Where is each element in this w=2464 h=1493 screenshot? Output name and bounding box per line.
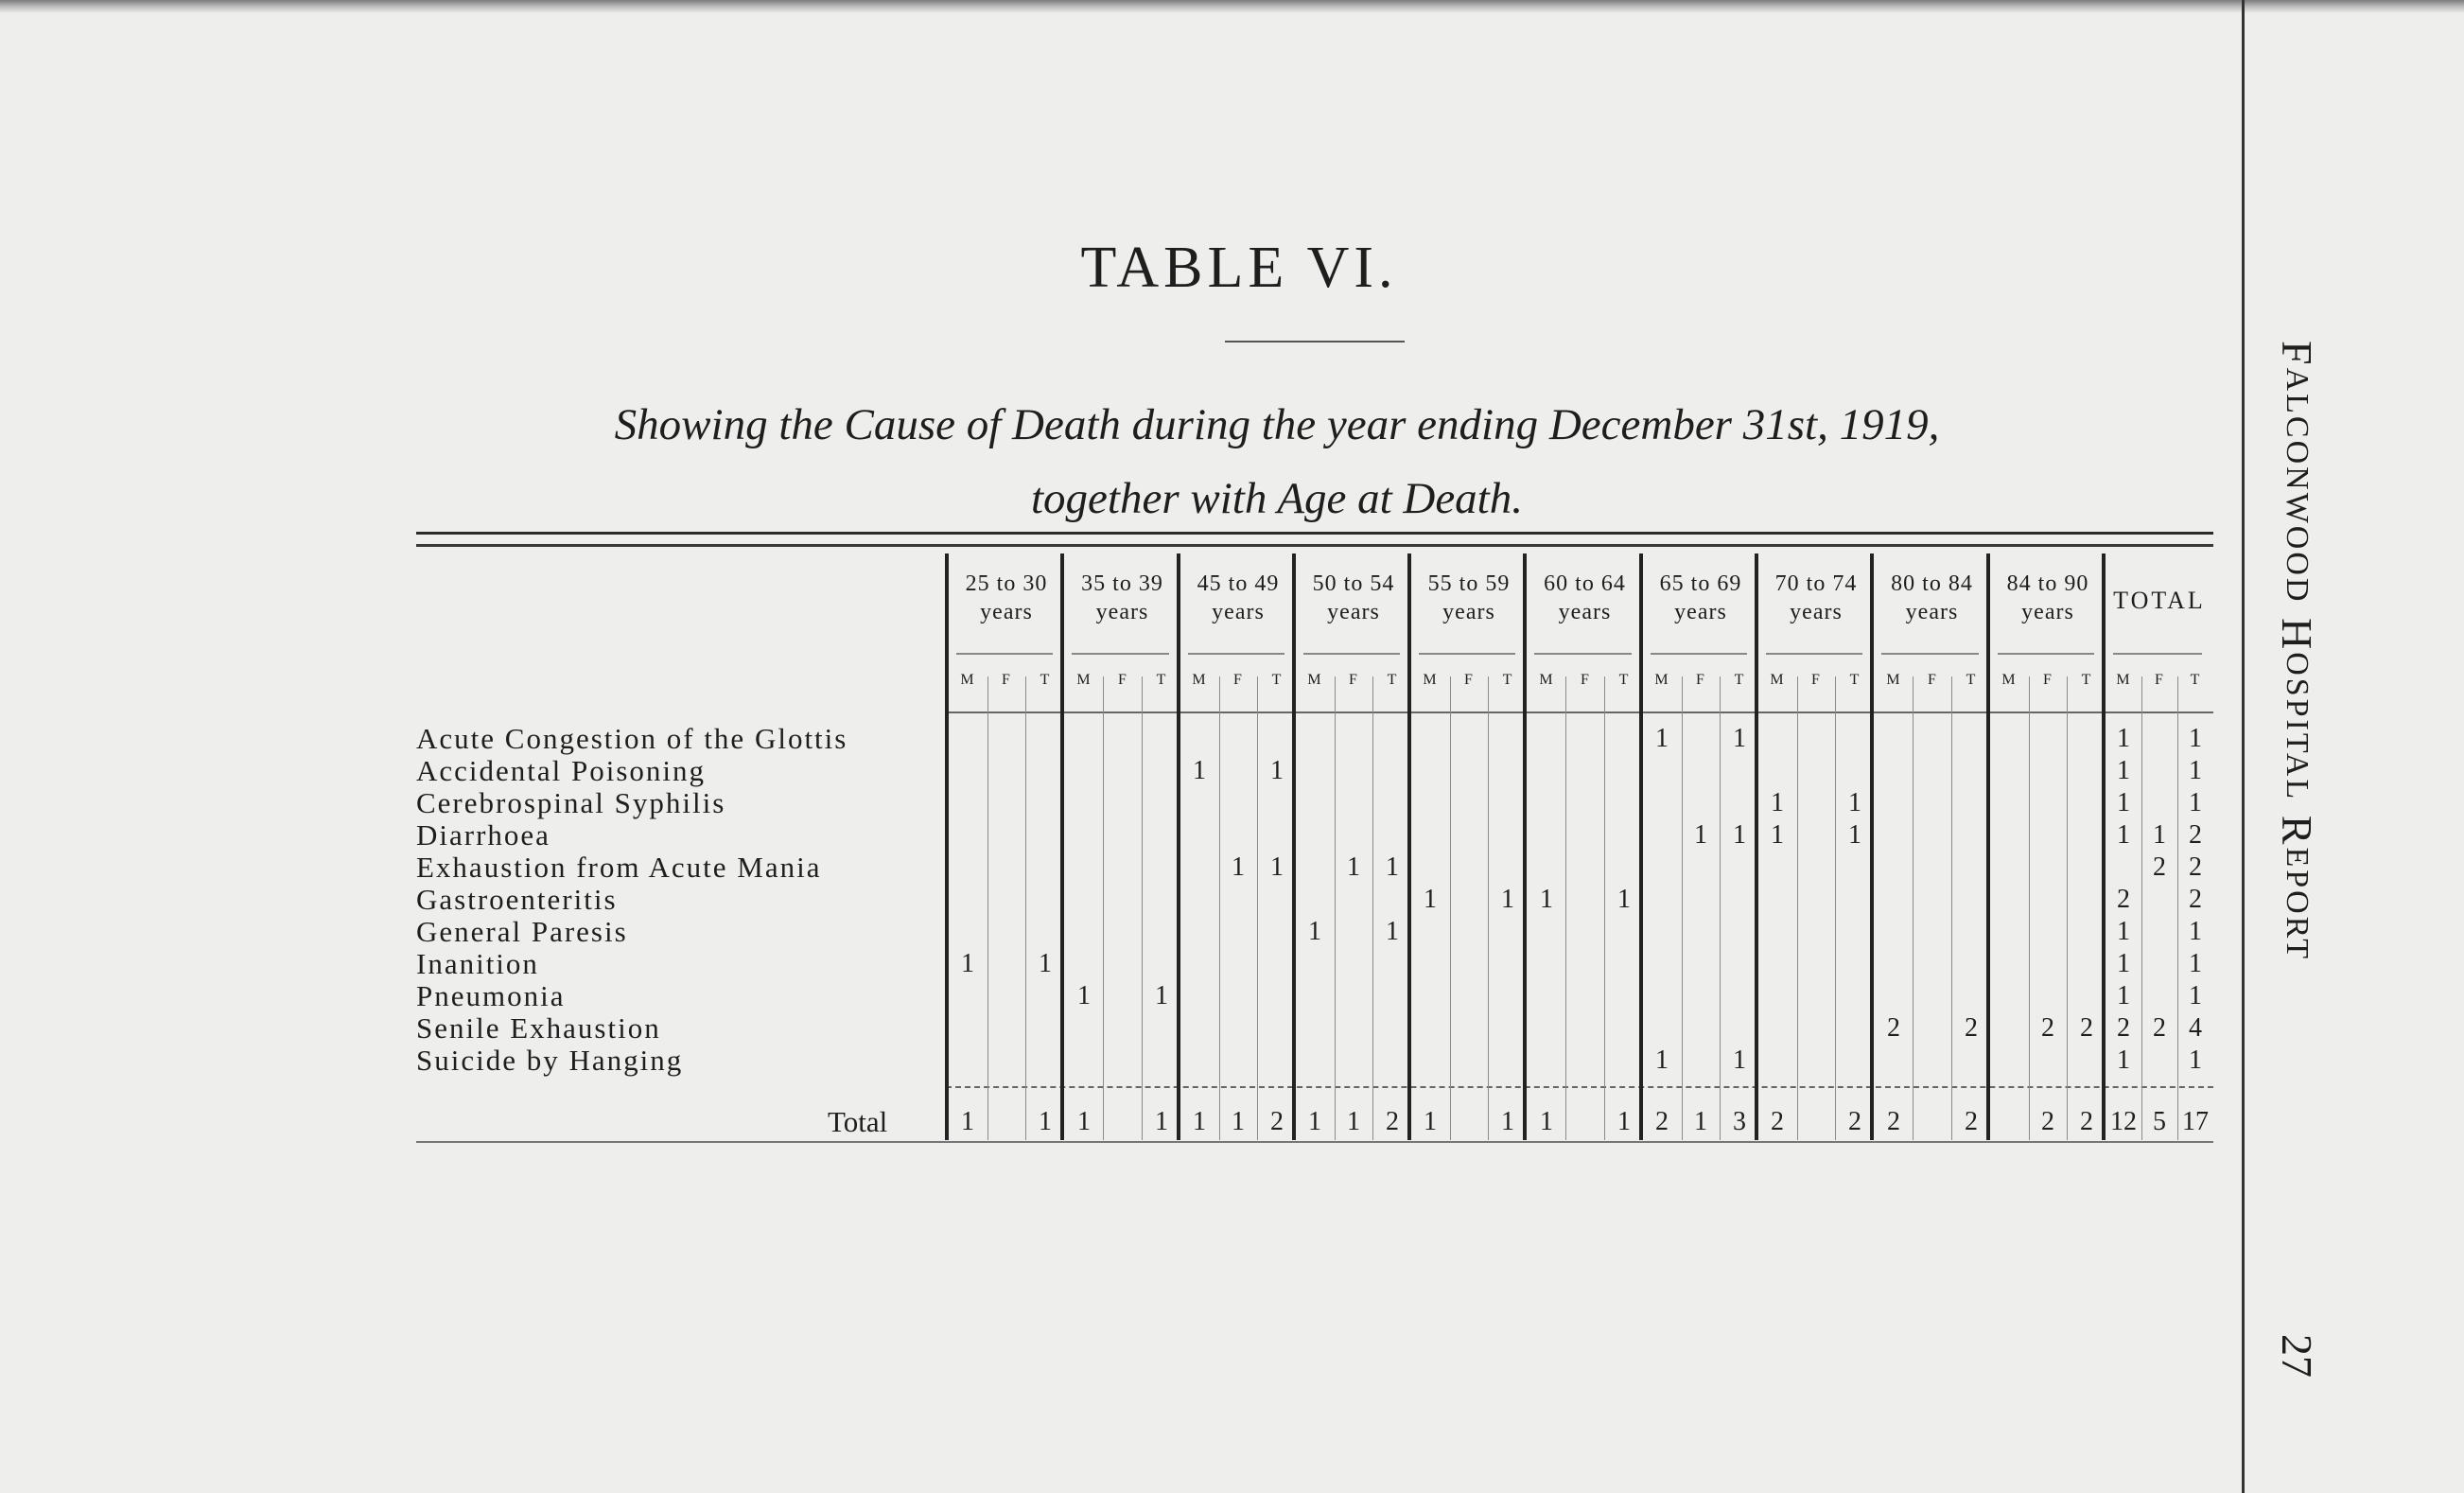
age-group-header-4 <box>1296 570 1411 626</box>
count-cell: 1 <box>1733 724 1746 753</box>
age-unit: years <box>1212 600 1265 624</box>
count-cell: 1 <box>1424 885 1437 914</box>
sex-subheader: M <box>1770 672 1785 688</box>
row-total-cell: 2 <box>2153 1013 2166 1043</box>
count-cell: 1 <box>1733 820 1746 850</box>
row-total-cell: 1 <box>2189 756 2202 785</box>
column-separator <box>987 676 988 1140</box>
age-unit: years <box>1905 600 1959 624</box>
count-cell: 2 <box>2041 1013 2054 1043</box>
sex-subheader: F <box>1581 672 1590 688</box>
column-separator <box>2067 676 2068 1140</box>
count-cell: 2 <box>1887 1013 1900 1043</box>
group-separator <box>945 553 949 1140</box>
cause-label: Suicide by Hanging <box>416 1044 684 1077</box>
column-separator <box>1797 676 1798 1140</box>
age-unit: years <box>1442 600 1495 624</box>
subheader-rule <box>1188 653 1284 655</box>
cause-label: Diarrhoea <box>416 818 550 852</box>
table-top-rule <box>416 532 2213 535</box>
sex-subheader: F <box>1811 672 1821 688</box>
column-separator <box>1372 676 1373 1140</box>
subheader-rule <box>1303 653 1400 655</box>
row-total-cell: 1 <box>2117 949 2130 978</box>
subheader-rule <box>1766 653 1862 655</box>
total-cell: 1 <box>1347 1107 1360 1136</box>
sex-subheader: F <box>1002 672 1011 688</box>
row-total-cell: 1 <box>2189 788 2202 817</box>
row-total-cell: 1 <box>2189 1045 2202 1075</box>
total-cell: 1 <box>1501 1107 1514 1136</box>
count-cell: 1 <box>1077 981 1091 1010</box>
total-cell: 2 <box>2041 1107 2054 1136</box>
subheader-rule <box>1534 653 1632 655</box>
subheader-rule <box>1072 653 1169 655</box>
total-cell: 1 <box>1308 1107 1321 1136</box>
total-cell: 1 <box>1155 1107 1168 1136</box>
total-cell: 1 <box>1617 1107 1631 1136</box>
sex-subheader: M <box>1192 672 1207 688</box>
column-separator <box>1025 676 1026 1140</box>
total-cell: 1 <box>1232 1107 1245 1136</box>
count-cell: 1 <box>1270 756 1284 785</box>
cause-label: Inanition <box>416 947 539 980</box>
row-total-cell: 1 <box>2117 724 2130 753</box>
row-total-cell: 4 <box>2189 1013 2202 1043</box>
subheader-rule <box>1419 653 1515 655</box>
row-total-cell: 2 <box>2117 1013 2130 1043</box>
sex-subheader: T <box>1387 672 1398 688</box>
sex-subheader: T <box>1040 672 1051 688</box>
sex-subheader: F <box>1118 672 1127 688</box>
count-cell: 2 <box>2080 1013 2093 1043</box>
age-unit: years <box>2021 600 2074 624</box>
count-cell: 1 <box>1039 949 1052 978</box>
cause-label: Gastroenteritis <box>416 883 618 916</box>
cause-label: Accidental Poisoning <box>416 754 707 787</box>
row-total-cell: 1 <box>2189 724 2202 753</box>
sex-subheader: M <box>960 672 975 688</box>
sex-subheader: T <box>1502 672 1513 688</box>
row-total-cell: 2 <box>2153 852 2166 882</box>
sex-subheader: T <box>1618 672 1630 688</box>
count-cell: 1 <box>961 949 974 978</box>
sex-subheader: M <box>1654 672 1669 688</box>
total-cell: 1 <box>1540 1107 1553 1136</box>
count-cell: 1 <box>1617 885 1631 914</box>
sex-subheader: T <box>2190 672 2201 688</box>
count-cell: 1 <box>1848 820 1861 850</box>
column-separator <box>1951 676 1952 1140</box>
total-cell: 2 <box>1965 1107 1978 1136</box>
column-separator <box>1565 676 1566 1140</box>
running-head: FALCONWOOD HOSPITAL REPORT <box>2273 341 2321 962</box>
row-total-cell: 1 <box>2117 756 2130 785</box>
age-range: 65 to 69 <box>1659 571 1742 596</box>
count-cell: 1 <box>1232 852 1245 882</box>
column-separator <box>2029 676 2030 1140</box>
table-bottom-rule <box>416 1141 2213 1143</box>
age-unit: years <box>1558 600 1612 624</box>
sex-subheader: T <box>1849 672 1861 688</box>
sex-subheader: M <box>1307 672 1322 688</box>
cause-label: Senile Exhaustion <box>416 1011 661 1045</box>
sex-subheader: F <box>1464 672 1474 688</box>
total-cell: 2 <box>1270 1107 1284 1136</box>
table-top-rule <box>416 544 2213 547</box>
subheader-rule <box>956 653 1053 655</box>
age-group-header-1 <box>949 570 1064 626</box>
cause-label: General Paresis <box>416 915 628 948</box>
count-cell: 1 <box>1540 885 1553 914</box>
age-group-header-9 <box>1874 570 1990 626</box>
cause-label: Exhaustion from Acute Mania <box>416 851 822 884</box>
row-total-cell: 1 <box>2117 1045 2130 1075</box>
row-total-cell: 1 <box>2117 820 2130 850</box>
age-group-header-2 <box>1064 570 1180 626</box>
sex-subheader: T <box>1156 672 1167 688</box>
age-range: 35 to 39 <box>1081 571 1163 596</box>
page-number: 27 <box>2273 1334 2321 1378</box>
row-total-cell: 1 <box>2153 820 2166 850</box>
age-group-header-5 <box>1411 570 1527 626</box>
group-separator <box>1986 553 1990 1140</box>
total-cell: 1 <box>961 1107 974 1136</box>
total-cell: 1 <box>1424 1107 1437 1136</box>
age-unit: years <box>1674 600 1727 624</box>
row-total-cell: 1 <box>2189 981 2202 1010</box>
count-cell: 1 <box>1655 1045 1669 1075</box>
count-cell: 1 <box>1771 820 1784 850</box>
age-range: 80 to 84 <box>1891 571 1973 596</box>
age-group-header-3 <box>1180 570 1296 626</box>
sex-subheader: F <box>2155 672 2164 688</box>
page-top-shadow <box>0 0 2464 13</box>
sex-subheader: F <box>2043 672 2053 688</box>
subtitle-line-1: Showing the Cause of Death during the year ending December 31st, 1919, <box>614 400 1940 449</box>
column-separator <box>1450 676 1451 1140</box>
sex-subheader: T <box>1966 672 1977 688</box>
table-title: TABLE VI. <box>1080 236 1398 300</box>
title-rule <box>1225 341 1405 343</box>
sex-subheader: M <box>1886 672 1901 688</box>
row-total-cell: 2 <box>2189 885 2202 914</box>
sex-subheader: T <box>1734 672 1745 688</box>
count-cell: 1 <box>1694 820 1707 850</box>
total-row-label: Total <box>828 1105 888 1138</box>
column-separator <box>1257 676 1258 1140</box>
count-cell: 1 <box>1155 981 1168 1010</box>
sex-subheader: M <box>2116 672 2131 688</box>
grand-total-cell: 12 <box>2110 1107 2137 1136</box>
row-total-cell: 2 <box>2189 852 2202 882</box>
sex-subheader: T <box>2081 672 2092 688</box>
grand-total-cell: 5 <box>2153 1107 2166 1136</box>
total-cell: 2 <box>1848 1107 1861 1136</box>
total-rule <box>946 1086 2213 1088</box>
count-cell: 1 <box>1501 885 1514 914</box>
row-total-cell: 2 <box>2189 820 2202 850</box>
column-separator <box>1913 676 1914 1140</box>
age-unit: years <box>1327 600 1380 624</box>
sex-subheader: M <box>1423 672 1438 688</box>
count-cell: 1 <box>1386 917 1399 946</box>
count-cell: 1 <box>1308 917 1321 946</box>
total-cell: 1 <box>1077 1107 1091 1136</box>
subheader-rule <box>1998 653 2094 655</box>
column-separator <box>1219 676 1220 1140</box>
row-total-cell: 1 <box>2117 917 2130 946</box>
age-group-header-8 <box>1758 570 1874 626</box>
group-separator <box>1292 553 1296 1140</box>
sex-subheader: F <box>1928 672 1937 688</box>
sex-subheader: M <box>1076 672 1092 688</box>
sex-subheader: M <box>1539 672 1554 688</box>
column-separator <box>1682 676 1683 1140</box>
count-cell: 1 <box>1771 788 1784 817</box>
sex-subheader: F <box>1233 672 1243 688</box>
total-cell: 2 <box>1386 1107 1399 1136</box>
age-range: 45 to 49 <box>1197 571 1280 596</box>
total-header: TOTAL <box>2113 587 2206 614</box>
count-cell: 1 <box>1655 724 1669 753</box>
sex-subheader: T <box>1271 672 1283 688</box>
row-total-cell: 1 <box>2117 981 2130 1010</box>
count-cell: 1 <box>1270 852 1284 882</box>
subtitle-line-2: together with Age at Death. <box>1031 474 1523 523</box>
age-range: 84 to 90 <box>2006 571 2089 596</box>
age-range: 70 to 74 <box>1774 571 1858 596</box>
total-cell: 2 <box>1771 1107 1784 1136</box>
total-cell: 1 <box>1193 1107 1206 1136</box>
subheader-rule <box>2113 653 2202 655</box>
sex-subheader: M <box>2001 672 2017 688</box>
row-total-cell: 2 <box>2117 885 2130 914</box>
age-unit: years <box>1095 600 1149 624</box>
count-cell: 1 <box>1848 788 1861 817</box>
column-separator <box>1335 676 1336 1140</box>
group-separator <box>1060 553 1064 1140</box>
table-subtitle <box>454 388 2100 536</box>
count-cell: 2 <box>1965 1013 1978 1043</box>
header-bottom-rule <box>946 711 2213 713</box>
group-separator <box>1523 553 1527 1140</box>
age-unit: years <box>1790 600 1843 624</box>
row-total-cell: 1 <box>2117 788 2130 817</box>
column-separator <box>1835 676 1836 1140</box>
count-cell: 1 <box>1347 852 1360 882</box>
row-total-cell: 1 <box>2189 917 2202 946</box>
group-separator <box>1177 553 1180 1140</box>
cause-label: Acute Congestion of the Glottis <box>416 722 848 755</box>
total-cell: 3 <box>1733 1107 1746 1136</box>
age-range: 50 to 54 <box>1312 571 1395 596</box>
age-unit: years <box>980 600 1033 624</box>
cause-label: Pneumonia <box>416 979 566 1012</box>
margin-rule <box>2242 0 2245 1493</box>
count-cell: 1 <box>1733 1045 1746 1075</box>
grand-total-cell: 17 <box>2182 1107 2209 1136</box>
column-separator <box>1142 676 1143 1140</box>
cause-label: Cerebrospinal Syphilis <box>416 786 726 819</box>
age-group-header-10 <box>1990 570 2106 626</box>
row-total-cell: 1 <box>2189 949 2202 978</box>
column-separator <box>1103 676 1104 1140</box>
sex-subheader: F <box>1349 672 1358 688</box>
group-separator <box>1407 553 1411 1140</box>
age-range: 60 to 64 <box>1544 571 1626 596</box>
total-cell: 2 <box>1655 1107 1669 1136</box>
count-cell: 1 <box>1386 852 1399 882</box>
age-group-header-6 <box>1527 570 1643 626</box>
total-cell: 2 <box>2080 1107 2093 1136</box>
subheader-rule <box>1881 653 1979 655</box>
subheader-rule <box>1651 653 1747 655</box>
total-cell: 1 <box>1694 1107 1707 1136</box>
count-cell: 1 <box>1193 756 1206 785</box>
total-cell: 2 <box>1887 1107 1900 1136</box>
age-range: 55 to 59 <box>1427 571 1511 596</box>
age-group-header-7 <box>1643 570 1758 626</box>
age-range: 25 to 30 <box>965 571 1048 596</box>
total-cell: 1 <box>1039 1107 1052 1136</box>
sex-subheader: F <box>1696 672 1705 688</box>
